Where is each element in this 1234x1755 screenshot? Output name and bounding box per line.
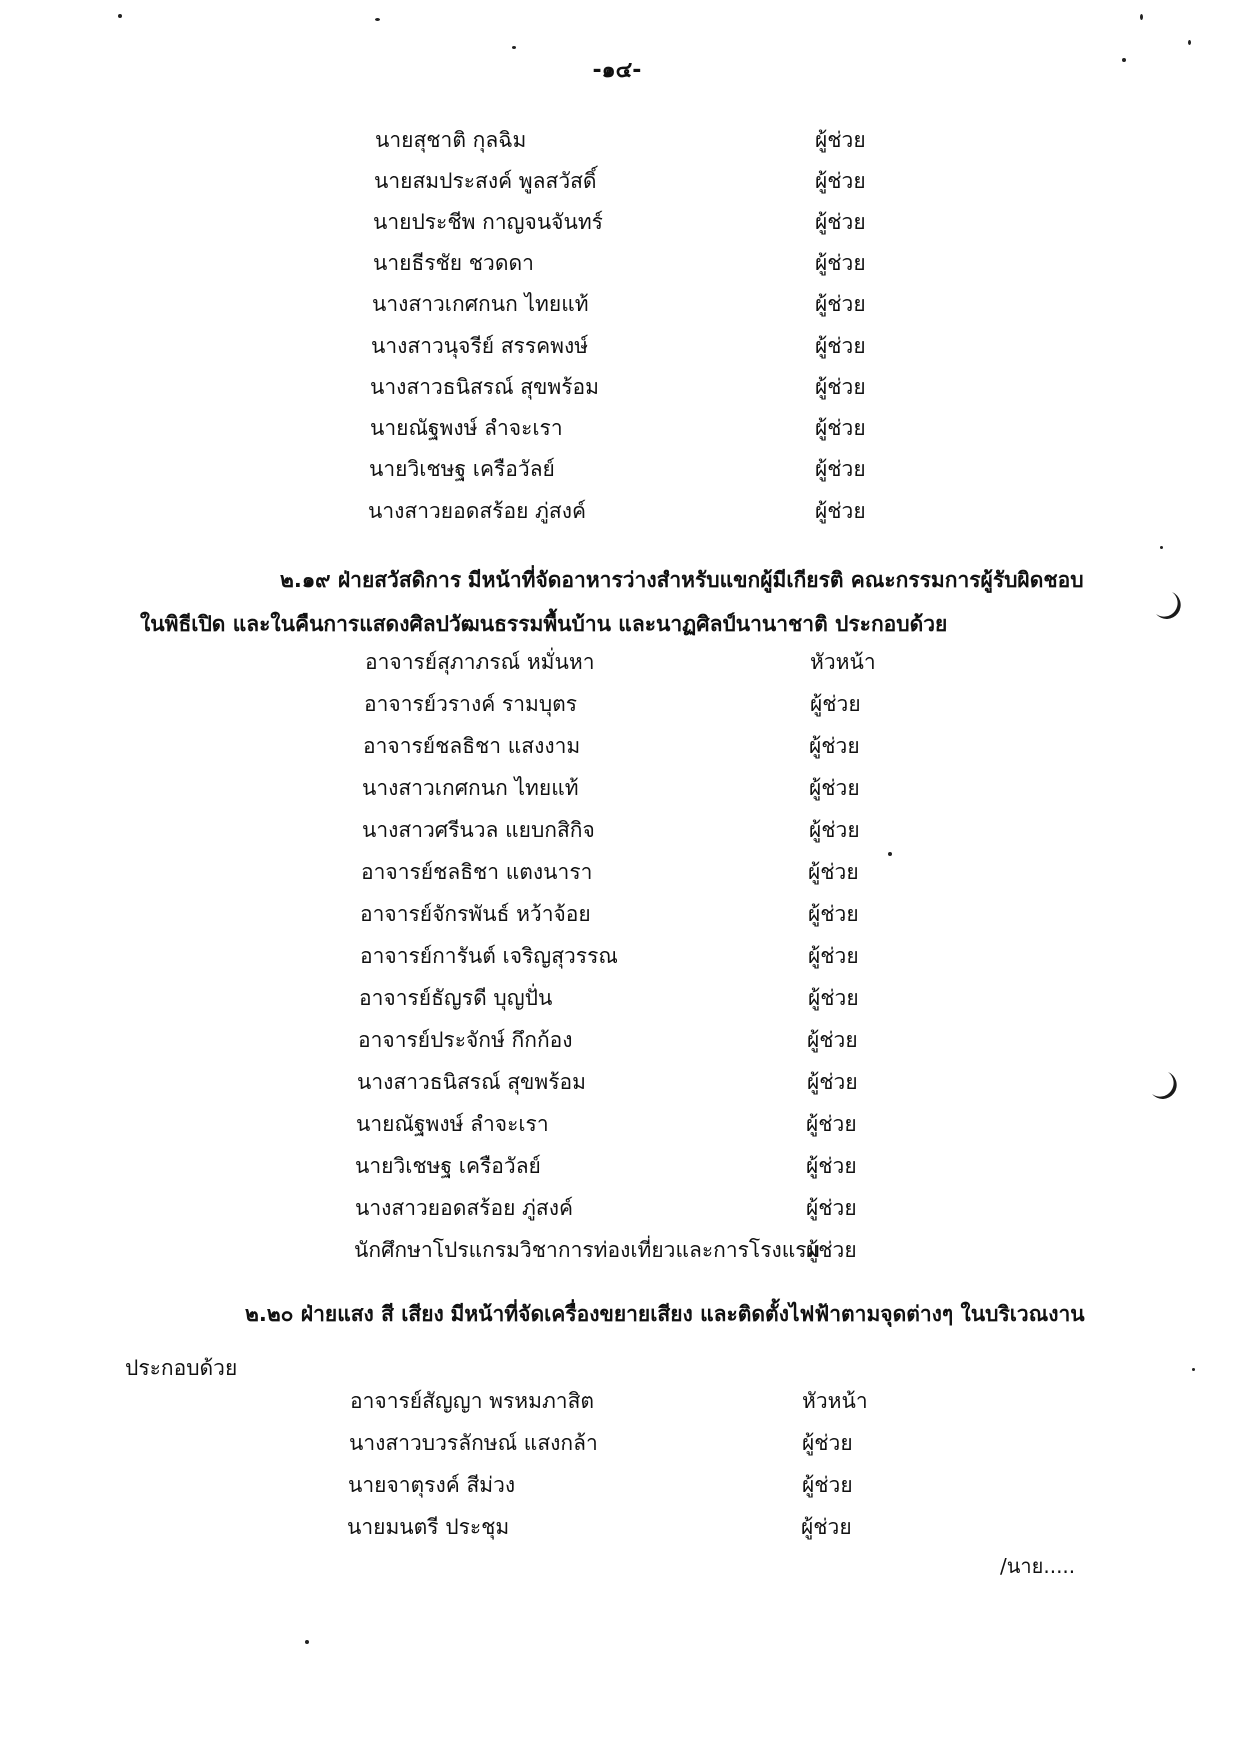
member-role: ผู้ช่วย (815, 334, 866, 358)
member-name: อาจารย์ชลธิชา แสงงาม (363, 734, 581, 758)
member-name: อาจารย์ธัญรดี บุญปั่น (359, 986, 553, 1010)
member-role: ผู้ช่วย (815, 128, 866, 152)
continuation-marker: /นาย..... (1000, 1554, 1076, 1578)
member-name: นายมนตรี ประชุม (347, 1515, 510, 1539)
member-role: ผู้ช่วย (802, 1473, 853, 1497)
member-role: ผู้ช่วย (815, 292, 866, 316)
section-220-description: มีหน้าที่จัดเครื่องขยายเสียง และติดตั้งไฟฟ้าตามจุดต่างๆ ในบริเวณงาน (450, 1302, 1085, 1326)
member-role: ผู้ช่วย (808, 860, 859, 884)
member-name: นายณัฐพงษ์ ลำจะเรา (370, 416, 563, 440)
member-name: นางสาวเกศกนก ไทยแท้ (362, 776, 579, 800)
scan-speck (1140, 14, 1143, 20)
member-name: นายณัฐพงษ์ ลำจะเรา (356, 1112, 549, 1136)
scan-speck (1192, 1368, 1195, 1371)
member-name: อาจารย์ชลธิชา แตงนารา (361, 860, 593, 884)
member-name: นางสาวยอดสร้อย ภู่สงค์ (355, 1196, 574, 1220)
member-role: ผู้ช่วย (806, 1112, 857, 1136)
member-name: อาจารย์การันต์ เจริญสุวรรณ (360, 944, 618, 968)
member-name: นายประชีพ กาญจนจันทร์ (373, 210, 603, 234)
member-role: ผู้ช่วย (808, 944, 859, 968)
member-role: ผู้ช่วย (808, 986, 859, 1010)
member-role: ผู้ช่วย (806, 1238, 857, 1262)
member-name: อาจารย์ประจักษ์ กึกก้อง (358, 1028, 573, 1052)
member-role: ผู้ช่วย (806, 1196, 857, 1220)
member-name: อาจารย์จักรพันธ์ หว้าจ้อย (360, 902, 591, 926)
member-name: อาจารย์วรางค์ รามบุตร (364, 692, 578, 716)
section-219-description: มีหน้าที่จัดอาหารว่างสำหรับแขกผู้มีเกียรติ คณะกรรมการผู้รับผิดชอบ (467, 568, 1084, 592)
member-role: ผู้ช่วย (815, 169, 866, 193)
member-name: นางสาวธนิสรณ์ สุขพร้อม (370, 375, 599, 399)
scan-speck (305, 1640, 309, 1644)
member-role: ผู้ช่วย (815, 457, 866, 481)
member-role: ผู้ช่วย (809, 776, 860, 800)
section-220-description-cont: ประกอบด้วย (125, 1356, 238, 1380)
member-name: นางสาวนุจรีย์ สรรคพงษ์ (371, 334, 589, 358)
member-role: ผู้ช่วย (815, 251, 866, 275)
member-role: ผู้ช่วย (815, 375, 866, 399)
scan-speck (1160, 546, 1163, 549)
member-name: นางสาวธนิสรณ์ สุขพร้อม (357, 1070, 586, 1094)
member-role: ผู้ช่วย (802, 1431, 853, 1455)
member-name: นายสุชาติ กุลฉิม (375, 128, 527, 152)
member-role: ผู้ช่วย (808, 902, 859, 926)
member-name: นายวิเชษฐ เครือวัลย์ (355, 1154, 541, 1178)
page-number: -๑๔- (592, 58, 642, 83)
binder-hole-icon (1150, 588, 1184, 622)
section-219-paragraph (130, 558, 1084, 646)
member-role: ผู้ช่วย (806, 1154, 857, 1178)
member-name: นางสาวยอดสร้อย ภู่สงค์ (368, 499, 587, 523)
member-role: หัวหน้า (802, 1389, 868, 1413)
member-name: นักศึกษาโปรแกรมวิชาการท่องเที่ยวและการโรงแรม (354, 1238, 821, 1262)
member-role: ผู้ช่วย (815, 416, 866, 440)
scan-speck (512, 46, 516, 49)
member-role: ผู้ช่วย (801, 1515, 852, 1539)
section-220-paragraph (125, 1292, 1110, 1390)
section-219-heading: ๒.๑๙ ฝ่ายสวัสดิการ (280, 568, 462, 592)
binder-hole-icon (1146, 1068, 1180, 1102)
member-role: ผู้ช่วย (807, 1070, 858, 1094)
scan-speck (1188, 40, 1191, 45)
scan-speck (1122, 58, 1126, 62)
member-name: อาจารย์สัญญา พรหมภาสิต (350, 1389, 595, 1413)
member-name: นางสาวบวรลักษณ์ แสงกล้า (349, 1431, 598, 1455)
member-role: ผู้ช่วย (815, 499, 866, 523)
scan-speck (888, 852, 892, 856)
member-name: อาจารย์สุภาภรณ์ หมั่นหา (365, 650, 595, 674)
member-name: นายจาตุรงค์ สีม่วง (348, 1473, 516, 1497)
section-220-heading: ๒.๒๐ ฝ่ายแสง สี เสียง (245, 1302, 444, 1326)
member-role: ผู้ช่วย (807, 1028, 858, 1052)
member-name: นายธีรชัย ชวดดา (373, 251, 534, 275)
member-name: นางสาวเกศกนก ไทยแท้ (372, 292, 589, 316)
member-name: นางสาวศรีนวล แยบกสิกิจ (362, 818, 595, 842)
member-role: ผู้ช่วย (809, 734, 860, 758)
member-role: ผู้ช่วย (810, 692, 861, 716)
member-name: นายวิเชษฐ เครือวัลย์ (369, 457, 555, 481)
scan-speck (375, 18, 380, 21)
member-name: นายสมประสงค์ พูลสวัสดิ์ (374, 169, 597, 193)
member-role: ผู้ช่วย (809, 818, 860, 842)
member-role: ผู้ช่วย (815, 210, 866, 234)
section-219-description-cont: ในพิธีเปิด และในคืนการแสดงศิลปวัฒนธรรมพื้นบ้าน และนาฏศิลป์นานาชาติ ประกอบด้วย (140, 612, 948, 636)
scan-speck (118, 14, 122, 18)
member-role: หัวหน้า (810, 650, 876, 674)
